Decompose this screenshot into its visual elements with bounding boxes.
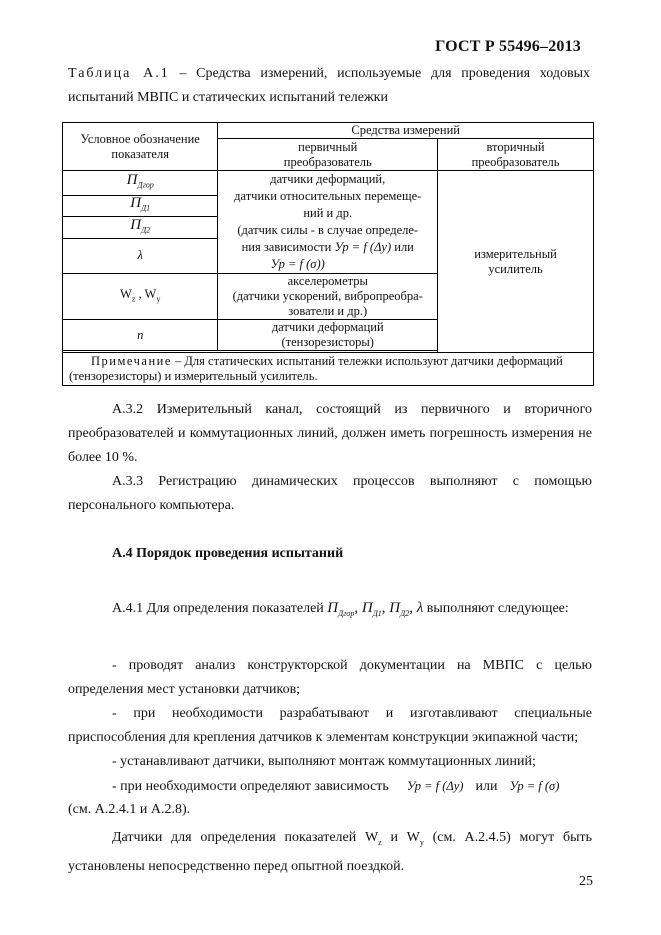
caption-text: – Средства измерений, используемые для проведения ходовых испытаний МВПС и статических испытаний тележки: [68, 66, 590, 105]
document-header: ГОСТ Р 55496–2013: [435, 38, 581, 55]
paragraph-a33: А.3.3 Регистрацию динамических процессов выполняют с помощью персонального компьютера.: [68, 474, 592, 513]
paragraph-sensors: Датчики для определения показателей $W_z$ и $W_y$ (см. А.2.4.5) могут быть установлены непосредственно перед опытной поездкой.: [68, 830, 592, 874]
measurement-table: [62, 122, 594, 386]
primary-line: акселерометры: [287, 274, 368, 288]
section-heading-a4: А.4 Порядок проведения испытаний: [112, 546, 344, 561]
table-caption: [68, 62, 590, 110]
primary-group-3: [218, 320, 438, 351]
bullet-analysis: - проводят анализ конструкторской документации на МВПС с целью определения мест установки датчиков;: [68, 658, 592, 697]
symbol-n: n: [63, 320, 218, 351]
primary-line: ний и др.: [303, 206, 353, 220]
secondary-converter: измерительный усилитель: [438, 171, 594, 353]
formula-sigma-2: Ур = f (σ): [509, 779, 560, 793]
symbol-lambda: λ: [63, 238, 218, 273]
header-primary: первичный преобразователь: [218, 139, 438, 171]
formula-delta-y: Ур = f (Δy): [406, 779, 464, 793]
paragraph-a32: А.3.2 Измерительный канал, состоящий из первичного и вторичного преобразователей и коммутационных линий, должен иметь погрешность измерения не более 10 %.: [68, 402, 592, 465]
primary-group-2: [218, 274, 438, 320]
symbol-p-d2: $П_{Д2}$: [63, 217, 218, 238]
symbol-wz-wy: $W_z$ , $W_y$: [63, 274, 218, 320]
symbol-p-dgor: $П_{Дгор}$: [63, 171, 218, 196]
note-text: – Для статических испытаний тележки используют датчики деформаций (тензорезисторы) и измерительный усилитель.: [69, 354, 563, 383]
primary-group-1: [218, 171, 438, 274]
header-means: Средства измерений: [218, 123, 594, 139]
primary-line: ния зависимости Ур = f (Δy) или: [241, 240, 414, 254]
bullet-install: - устанавливают датчики, выполняют монтаж коммутационных линий;: [112, 754, 536, 769]
primary-line: (тензорезисторы): [281, 335, 374, 349]
primary-line: датчики деформаций,: [270, 172, 386, 186]
bullet-fixtures: - при необходимости разрабатывают и изготавливают специальные приспособления для крепления датчиков к элементам конструкции экипажной части;: [68, 706, 592, 745]
bullet-dependency: - при необходимости определяют зависимость Ур = f (Δy) или Ур = f (σ): [112, 779, 560, 794]
primary-line: (датчики ускорений, вибропреобра-: [232, 289, 423, 303]
symbol-p-d1: $П_{Д1}$: [63, 195, 218, 216]
note-label: Примечание: [91, 354, 172, 368]
paragraph-a41: А.4.1 Для определения показателей $П_{Дгор}$, $П_{Д1}$, $П_{Д2}$, λ выполняют следующее:: [112, 600, 569, 618]
page-number: 25: [579, 874, 593, 889]
table-note: [63, 353, 594, 386]
primary-line: зователи и др.): [288, 304, 368, 318]
header-indicator: Условное обозначение показателя: [63, 123, 218, 171]
formula-delta-y: Ур = f (Δy): [334, 240, 392, 254]
bullet-ref: (см. А.2.4.1 и А.2.8).: [68, 802, 191, 817]
formula-sigma: Ур = f (σ)): [270, 257, 325, 271]
primary-line: датчики деформаций: [271, 320, 384, 334]
caption-label: Таблица А.1: [68, 66, 170, 81]
primary-line: (датчик силы - в случае определе-: [237, 223, 419, 237]
header-secondary: вторичный преобразователь: [438, 139, 594, 171]
primary-line: датчики относительных перемеще-: [234, 189, 422, 203]
